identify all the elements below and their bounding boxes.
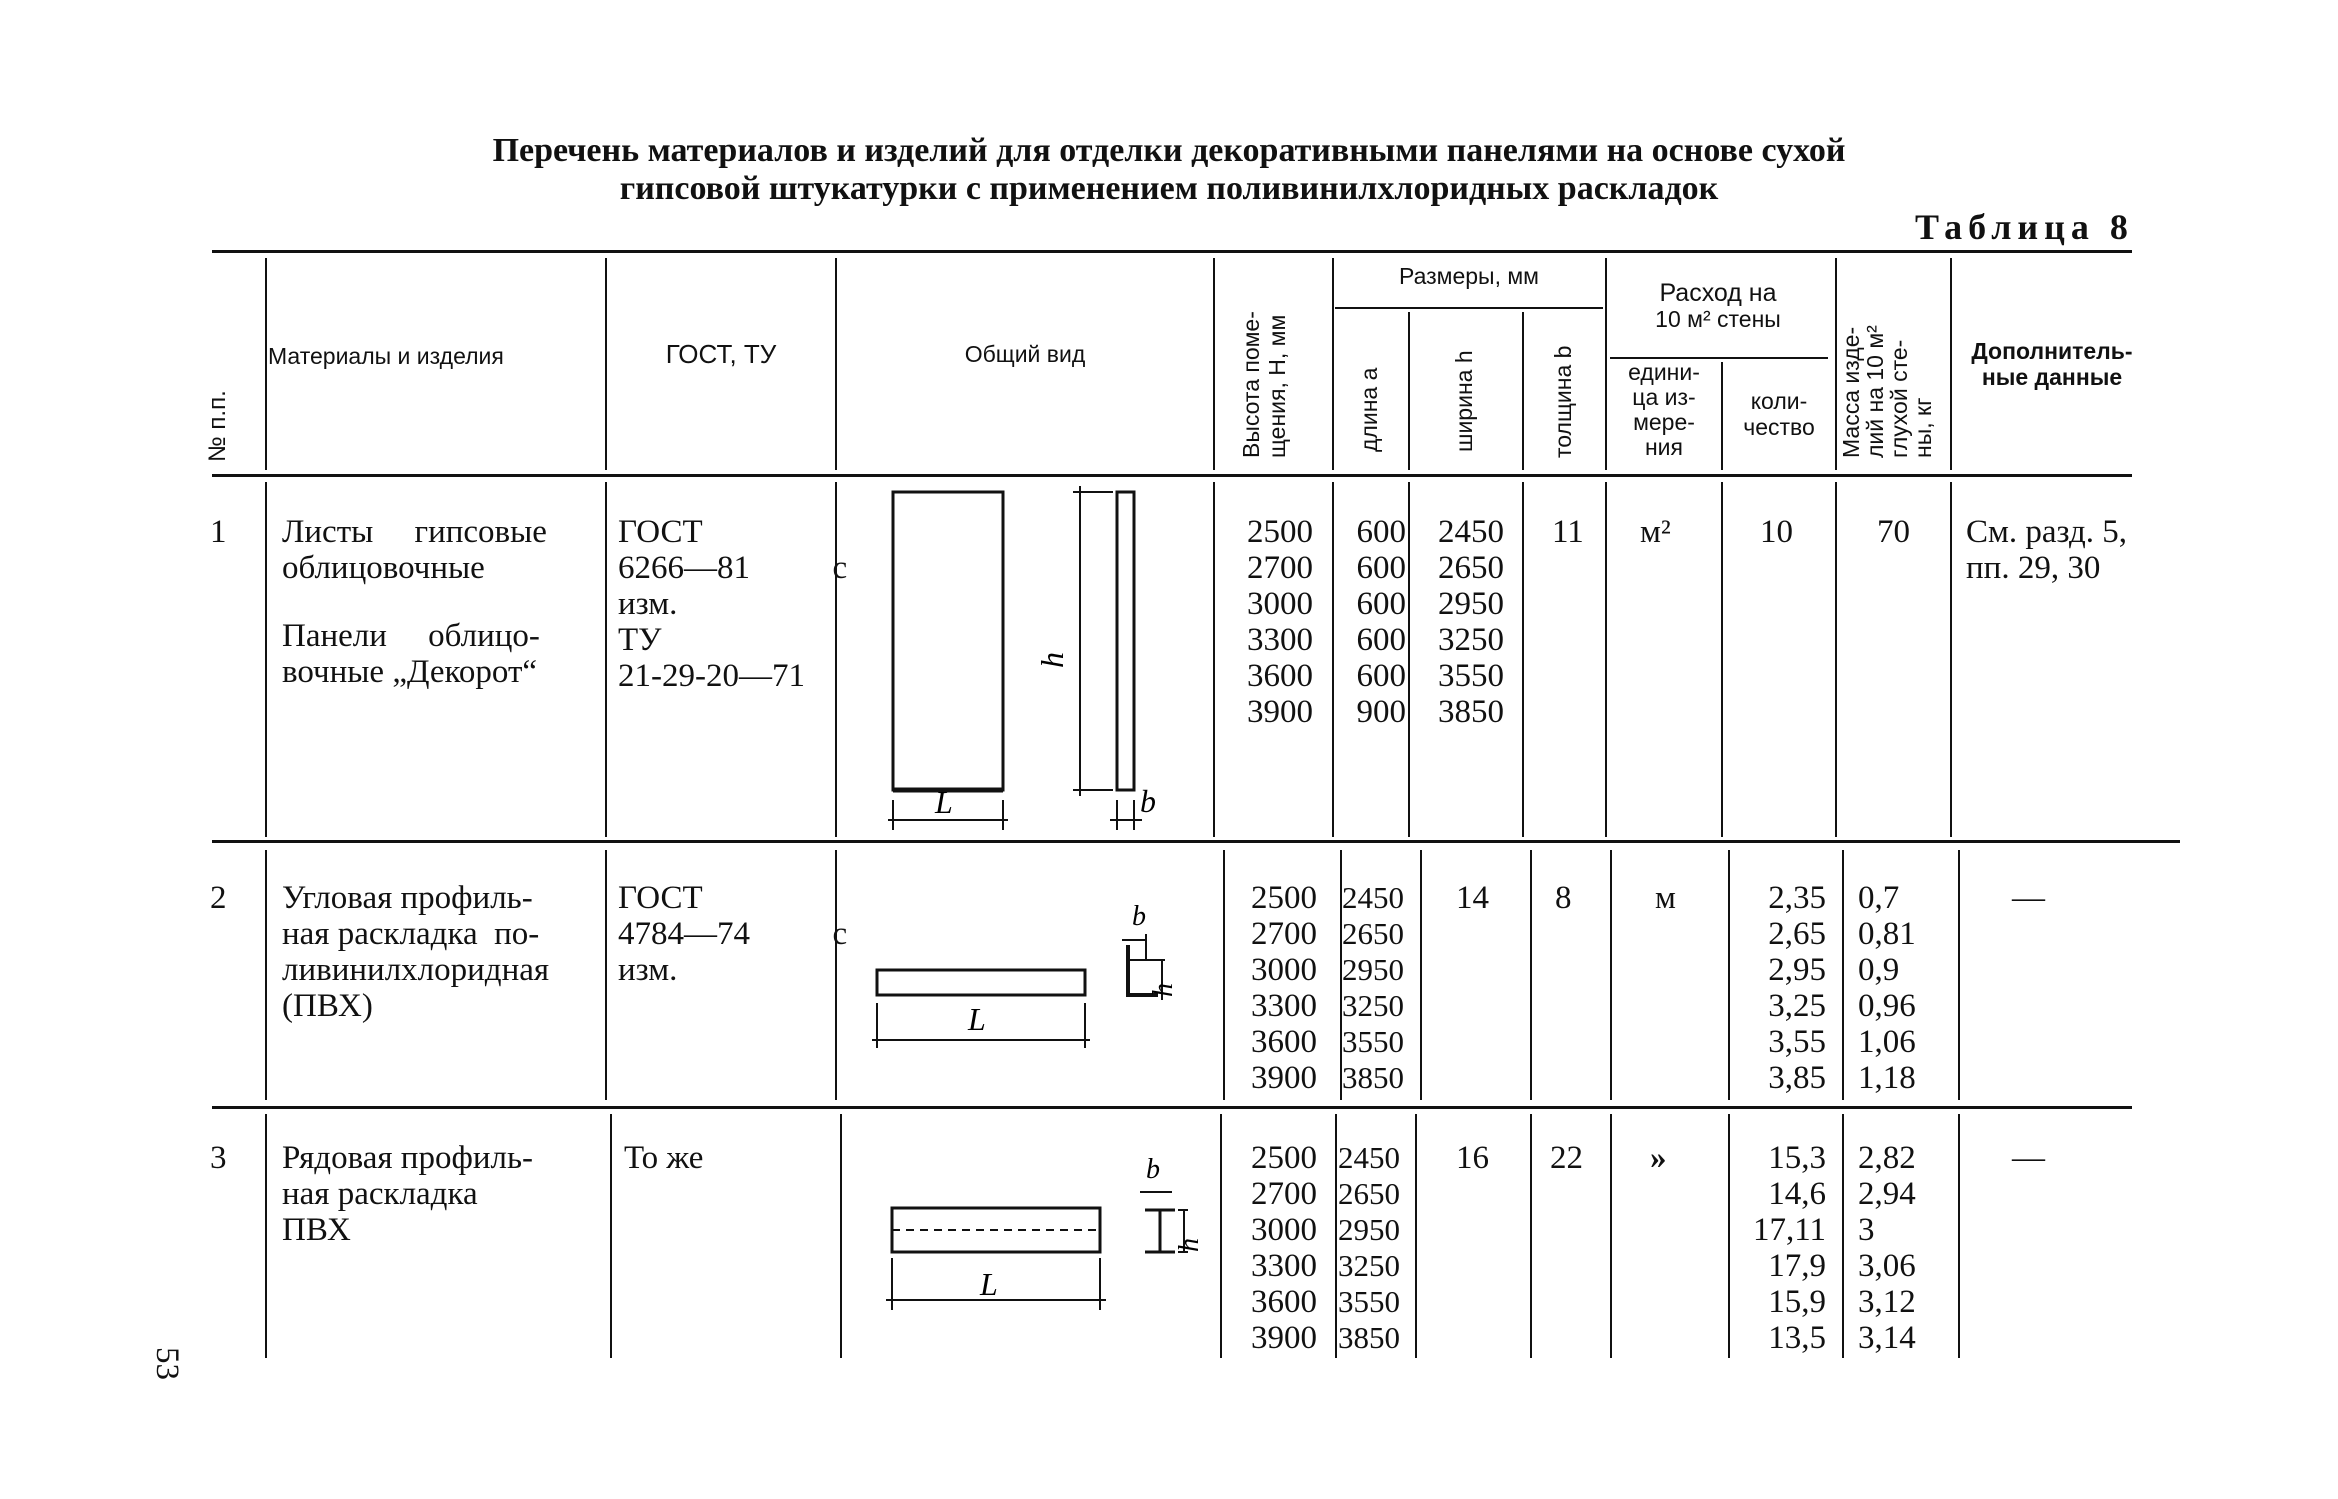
header-mass-2: лий на 10 м² <box>1862 325 1888 458</box>
row1-mass: 70 <box>1877 514 1910 550</box>
row2-dim-h: h <box>1148 983 1179 997</box>
row1-num: 1 <box>210 514 227 550</box>
row2-dim-L: L <box>968 1001 986 1037</box>
row2-extra: — <box>2012 880 2045 916</box>
row1-qty: 10 <box>1760 514 1793 550</box>
row1-gost: ГОСТ 6266—81 с изм. ТУ 21-29-20—71 <box>618 514 848 694</box>
row1-thickness: 11 <box>1552 514 1584 550</box>
row3-profile-drawing <box>886 1192 1188 1310</box>
row2-num: 2 <box>210 880 227 916</box>
row1-extra: См. разд. 5, пп. 29, 30 <box>1966 514 2128 586</box>
header-height-1: Высота поме- <box>1238 311 1264 458</box>
row1-material: Листы гипсовые облицовочные Панели облицо- вочные „Декорот“ <box>282 514 547 690</box>
row3-heights: 2500 2700 3000 3300 3600 3900 <box>1251 1140 1317 1356</box>
header-mass-3: глухой сте- <box>1886 339 1912 458</box>
row3-thickness: 22 <box>1550 1140 1583 1176</box>
header-width: ширина h <box>1451 350 1477 452</box>
row3-gost: То же <box>624 1140 704 1176</box>
row2-unit: м <box>1655 880 1676 916</box>
header-rashod-2: 10 м² стены <box>1655 306 1781 332</box>
row2-material: Угловая профиль- ная раскладка по- ливинилхлоридная (ПВХ) <box>282 880 550 1024</box>
header-qty: коли- чество <box>1743 388 1815 440</box>
header-rashod-1: Расход на <box>1659 279 1777 307</box>
header-length: длина a <box>1356 367 1382 452</box>
row2-dim-b: b <box>1132 901 1146 932</box>
page-number: 53 <box>149 1347 185 1380</box>
row1-lengths: 600 600 600 600 600 900 <box>1356 514 1406 730</box>
row3-dim-h: h <box>1174 1238 1205 1252</box>
row3-qty: 15,3 14,6 17,11 17,9 15,9 13,5 <box>1752 1140 1826 1356</box>
row1-unit: м² <box>1640 514 1671 550</box>
row3-width: 16 <box>1456 1140 1489 1176</box>
table-title-line2: гипсовой штукатурки с применением поливинилхлоридных раскладок <box>619 170 1719 207</box>
row1-widths: 2450 2650 2950 3250 3550 3850 <box>1438 514 1504 730</box>
row3-unit: » <box>1650 1140 1667 1176</box>
header-materials: Материалы и изделия <box>268 343 504 369</box>
header-sizes: Размеры, мм <box>1399 263 1539 289</box>
header-num: № п.п. <box>204 390 231 462</box>
row1-heights: 2500 2700 3000 3300 3600 3900 <box>1247 514 1313 730</box>
row1-dim-h: h <box>1034 652 1070 668</box>
row2-width: 14 <box>1456 880 1489 916</box>
row3-dim-b: b <box>1146 1154 1160 1185</box>
row2-heights: 2500 2700 3000 3300 3600 3900 <box>1251 880 1317 1096</box>
row2-qty: 2,35 2,65 2,95 3,25 3,55 3,85 <box>1768 880 1826 1096</box>
row3-mass: 2,82 2,94 3 3,06 3,12 3,14 <box>1858 1140 1916 1356</box>
header-mass-1: Масса изде- <box>1838 326 1864 458</box>
row3-dim-L: L <box>980 1266 998 1302</box>
header-height-2: щения, H, мм <box>1264 314 1290 458</box>
row2-mass: 0,7 0,81 0,9 0,96 1,06 1,18 <box>1858 880 1916 1096</box>
row1-dim-L: L <box>935 784 953 820</box>
row3-material: Рядовая профиль- ная раскладка ПВХ <box>282 1140 533 1248</box>
table-label: Таблица 8 <box>1915 207 2134 247</box>
row2-thickness: 8 <box>1555 880 1572 916</box>
header-gost: ГОСТ, ТУ <box>665 339 777 369</box>
header-extra: Дополнитель- ные данные <box>1971 338 2133 390</box>
table-title-line1: Перечень материалов и изделий для отделки декоративными панелями на основе сухой <box>492 132 1846 169</box>
header-thickness: толщина b <box>1550 345 1576 458</box>
row2-lengths: 2450 2650 2950 3250 3550 3850 <box>1342 880 1404 1095</box>
header-mass-4: ны, кг <box>1910 397 1936 458</box>
row2-profile-drawing <box>872 934 1165 1048</box>
row1-panel-drawing <box>888 486 1142 830</box>
row3-num: 3 <box>210 1140 227 1176</box>
row2-gost: ГОСТ 4784—74 с изм. <box>618 880 848 988</box>
row3-extra: — <box>2012 1140 2045 1176</box>
row1-dim-b: b <box>1140 783 1156 819</box>
row3-lengths: 2450 2650 2950 3250 3550 3850 <box>1338 1140 1400 1355</box>
header-view: Общий вид <box>964 341 1086 367</box>
header-unit: едини- ца из- мере- ния <box>1628 359 1700 460</box>
